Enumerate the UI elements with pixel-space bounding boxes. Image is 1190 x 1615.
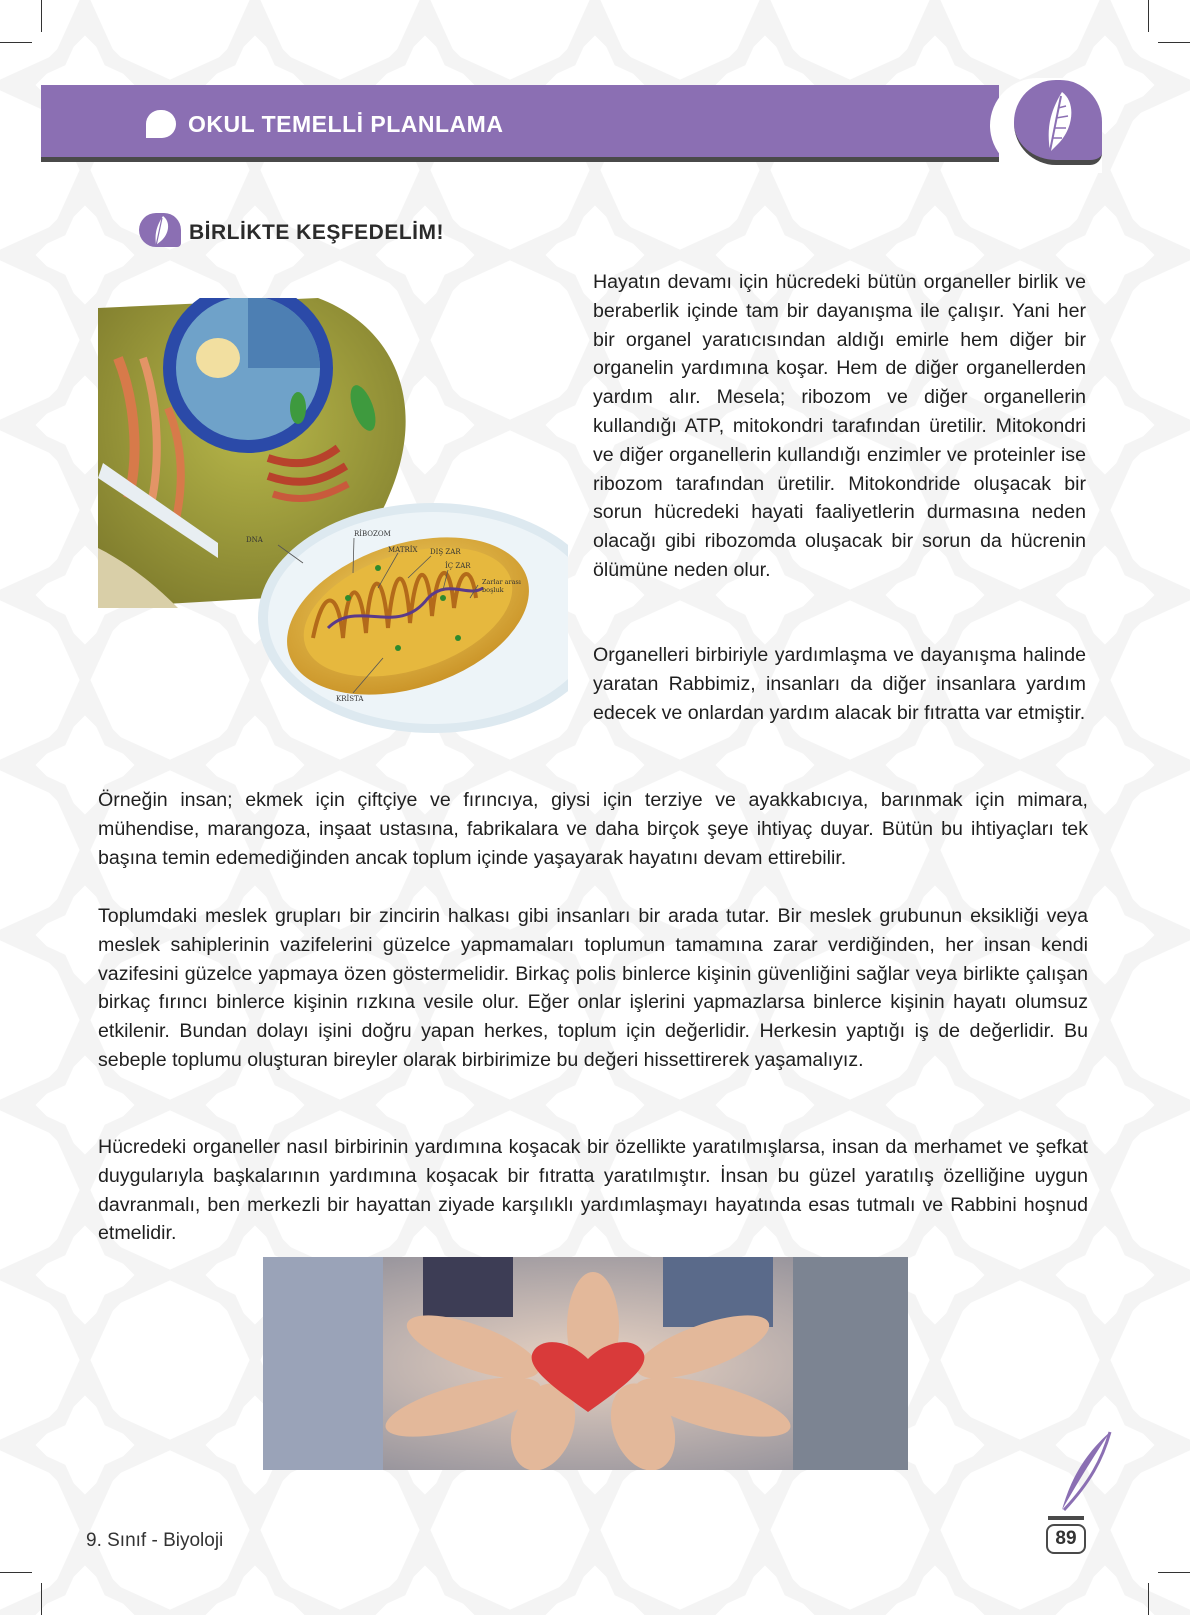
paragraph-organelles: Hayatın devamı için hücredeki bütün organeller birlik ve beraberlik içinde tam bir dayanışma ile çalışır. Yani her bir organel yaratıcısından aldığı emirle hem diğer bir organelin yardımına koşar. Hem de diğer organellerden yardım alır. Mesela; ribozom ve diğer organellerin kullandığı ATP, mitokondri tarafından üretilir. Mitokondri ve diğer organellerin kullandığı enzimler ve proteinler ise ribozom tarafından üretilir. Mitokondride oluşacak bir sorun hücredeki hayati faaliyetlerin durmasına neden olacağı gibi ribozomda oluşacak bir sorun da hücrenin ölümüne neden olur. bbox=[593, 271, 1086, 581]
label-zarlar-arasi: Zarlar arası bbox=[482, 578, 521, 586]
label-krista: KRİSTA bbox=[336, 695, 364, 703]
paragraph-creation: Organelleri birbiriyle yardımlaşma ve dayanışma halinde yaratan Rabbimiz, insanları da diğer insanlara yardım edecek ve onlardan yardım alacak bir fıtratta var etmiştir. bbox=[593, 644, 1086, 724]
label-bosluk: boşluk bbox=[482, 586, 504, 594]
label-dna: DNA bbox=[246, 536, 263, 544]
label-matrix: MATRİX bbox=[388, 546, 418, 554]
label-ribozom: RİBOZOM bbox=[354, 530, 391, 538]
header-bullet-icon bbox=[146, 110, 176, 138]
page-title: OKUL TEMELLİ PLANLAMA bbox=[188, 111, 504, 137]
paragraph-professions: Toplumdaki meslek grupları bir zincirin halkası gibi insanları bir arada tutar. Bir meslek grubunun eksikliği veya meslek sahiplerinin vazifelerini güzelce yapmamaları toplumun tamamına zarar verdiğinden, her insan kendi vazifesini güzelce yapmaya özen göstermelidir. Birkaç polis binlerce kişinin güvenliğini sağlar veya birlikte çalışan birkaç fırıncı binlerce kişinin rızkına vesile olur. Eğer onlar işlerini yapmazlarsa binlerce kişinin hayatı olumsuz etkilenir. Bundan dolayı işini doğru yapan herkes, toplum için değerlidir. Herkesin yaptığı iş de değerlidir. Bu sebeple toplumu oluşturan bireyler olarak birbirimize bu değeri hissettirerek yaşamalıyız. bbox=[98, 905, 1088, 1071]
feather-icon bbox=[1032, 88, 1080, 160]
hands-heart-photo bbox=[263, 1257, 908, 1470]
paragraph-conclusion: Hücredeki organeller nasıl birbirinin yardımına koşacak bir özellikte yaratılmışlarsa, insan da merhamet ve şefkat duygularıyla başkalarının yardımına koşacak bir fıtratta yaratılmıştır. İnsan bu güzel yaratılış özelliğine uygun davranmalı, ben merkezli bir hayattan ziyade karşılıklı yardımlaşmayı hayatında esas tutmalı ve Rabbini hoşnud etmelidir. bbox=[98, 1136, 1088, 1245]
header-band bbox=[41, 85, 999, 162]
cell-illustration bbox=[98, 298, 568, 743]
feather-icon bbox=[147, 214, 173, 248]
footer-subject: 9. Sınıf - Biyoloji bbox=[86, 1530, 224, 1551]
page-number: 89 bbox=[1046, 1524, 1086, 1554]
label-ic-zar: İÇ ZAR bbox=[445, 562, 471, 570]
quill-icon bbox=[1040, 1430, 1115, 1525]
paragraph-needs: Örneğin insan; ekmek için çiftçiye ve fırıncıya, giysi için terziye ve ayakkabıcıya, barınmak için mimara, mühendise, marangoza, inşaat ustasına, fabrikalara ve daha birçok şeye ihtiyaç duyar. Bütün bu ihtiyaçları tek başına temin edemediğinden ancak toplum içinde yaşayarak hayatını devam ettirebilir. bbox=[98, 789, 1088, 869]
label-dis-zar: DIŞ ZAR bbox=[430, 548, 461, 556]
section-title: BİRLİKTE KEŞFEDELİM! bbox=[189, 221, 444, 244]
